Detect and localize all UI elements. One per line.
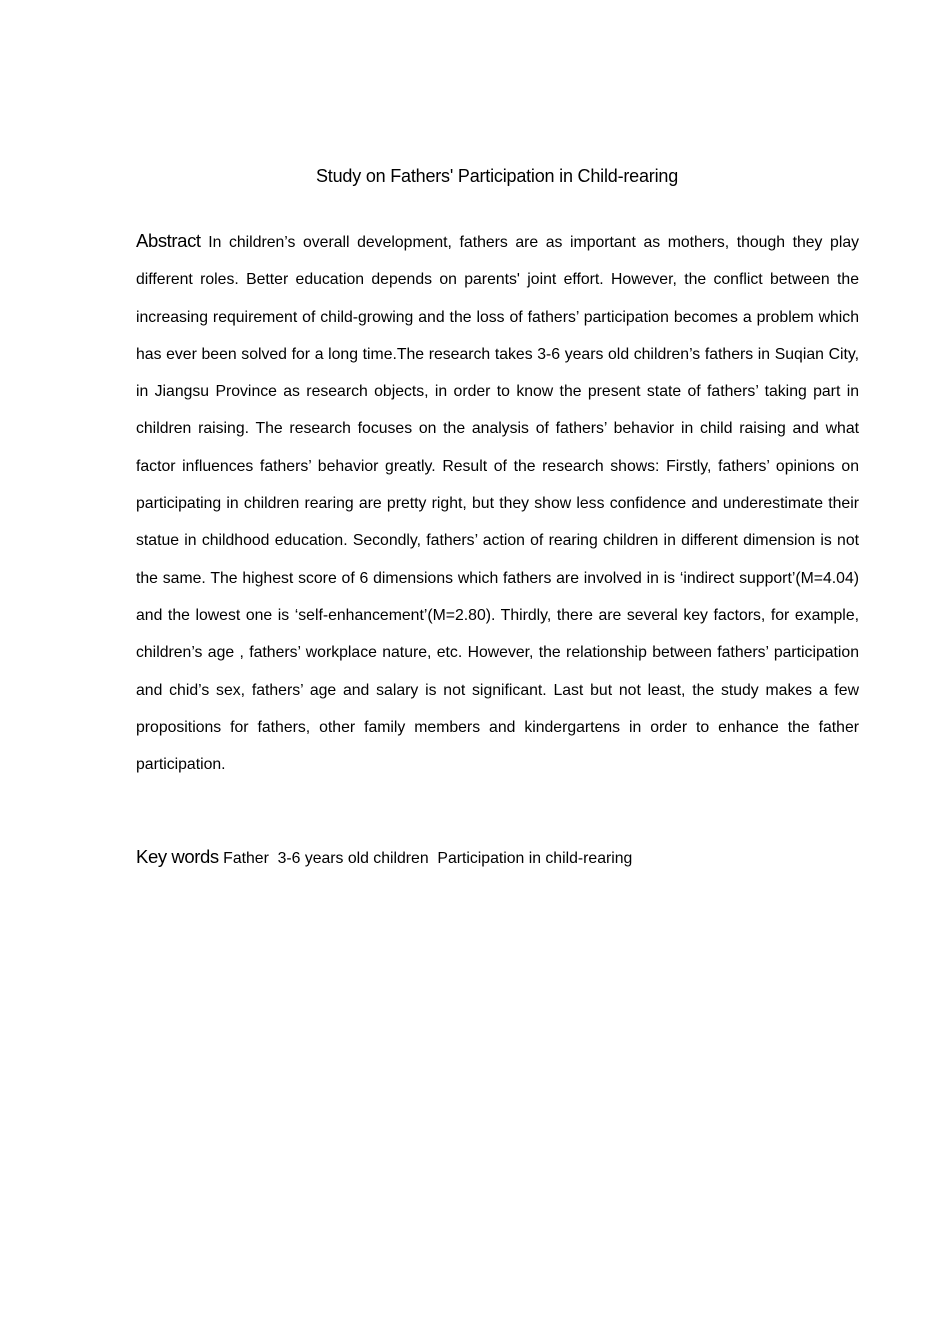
paper-title: Study on Fathers' Participation in Child-rearing — [315, 166, 679, 186]
abstract-paragraph — [136, 222, 859, 783]
abstract-text: In children’s overall development, fathers are as important as mothers, though they play different roles. Better education depends on parents' joint effort. However, the conflict between the increasing requirement of child-growing and the loss of fathers’ participation becomes a problem which has ever been solved for a long time.The research takes 3-6 years old children’s fathers in Suqian City, in Jiangsu Province as research objects, in order to know the present state of fathers’ taking part in children raising. The research focuses on the analysis of fathers’ behavior in child raising and what factor influences fathers’ behavior greatly. Result of the research shows: Firstly, fathers’ opinions on participating in children rearing are pretty right, but they show less confidence and underestimate their statue in childhood education. Secondly, fathers’ action of rearing children in different dimension is not the same. The highest score of 6 dimensions which fathers are involved in is ‘indirect support’(M=4.04) and the lowest one is ‘self-enhancement’(M=2.80). Thirdly, there are several key factors, for example, children’s age , fathers’ workplace nature, etc. However, the relationship between fathers’ participation and chid’s sex, fathers’ age and salary is not significant. Last but not least, the study makes a few propositions for fathers, other family members and kindergartens in order to enhance the father participation. — [136, 234, 860, 774]
abstract-label: Abstract — [136, 230, 201, 251]
keywords-label: Key words — [136, 846, 219, 867]
keywords-text: Father 3-6 years old children Participation in child-rearing — [223, 850, 633, 867]
keywords-line — [136, 842, 859, 874]
